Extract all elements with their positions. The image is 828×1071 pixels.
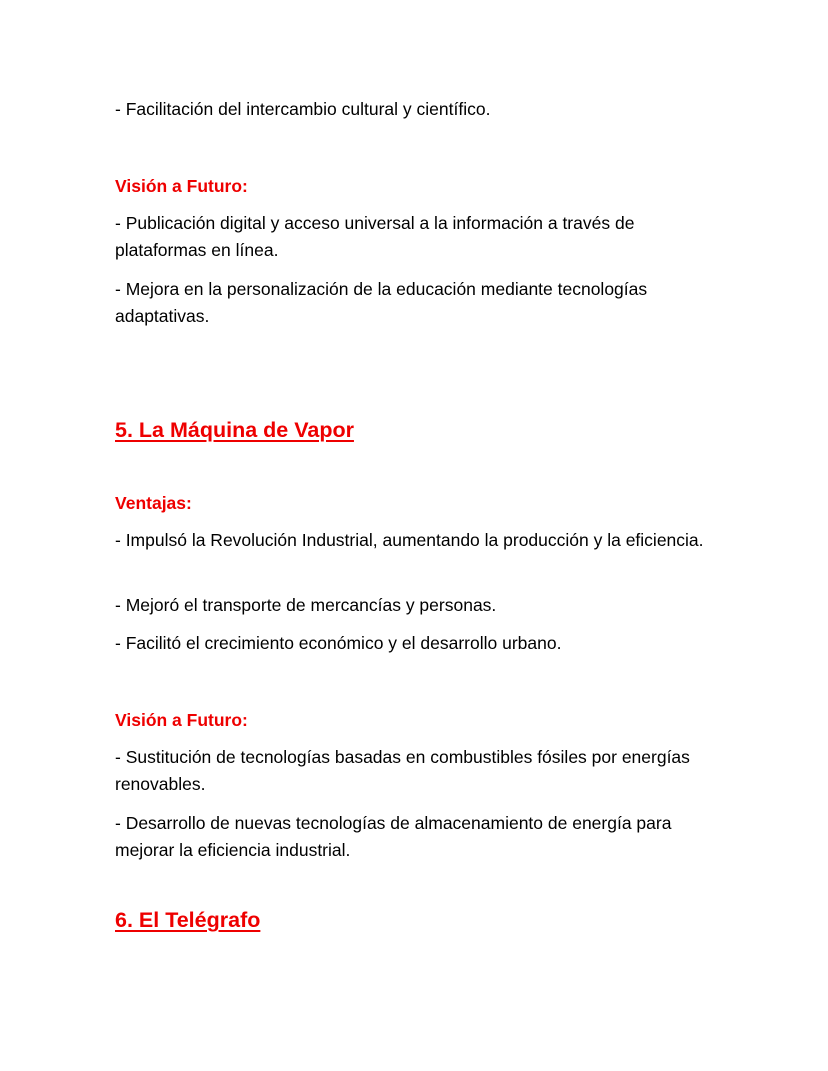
section5-future-item: - Desarrollo de nuevas tecnologías de almacenamiento de energía para mejorar la eficiencia industrial. [115,813,672,860]
intro-bullet: - Facilitación del intercambio cultural y científico. [115,99,491,119]
section5-future-item: - Sustitución de tecnologías basadas en combustibles fósiles por energías renovables. [115,747,690,794]
section4-future-item: - Mejora en la personalización de la educación mediante tecnologías adaptativas. [115,279,648,326]
section5-title: 5. La Máquina de Vapor [115,418,354,442]
section5-advantage-item: - Impulsó la Revolución Industrial, aumentando la producción y la eficiencia. [115,530,704,550]
section5-advantage-item: - Facilitó el crecimiento económico y el desarrollo urbano. [115,633,562,653]
section5-advantages-label: Ventajas: [115,493,192,513]
section5-advantage-item: - Mejoró el transporte de mercancías y personas. [115,595,497,615]
section4-future-label: Visión a Futuro: [115,176,248,196]
section5-future-label: Visión a Futuro: [115,710,248,730]
section6-title: 6. El Telégrafo [115,908,261,932]
section4-future-item: - Publicación digital y acceso universal a la información a través de plataformas en línea. [115,213,635,260]
